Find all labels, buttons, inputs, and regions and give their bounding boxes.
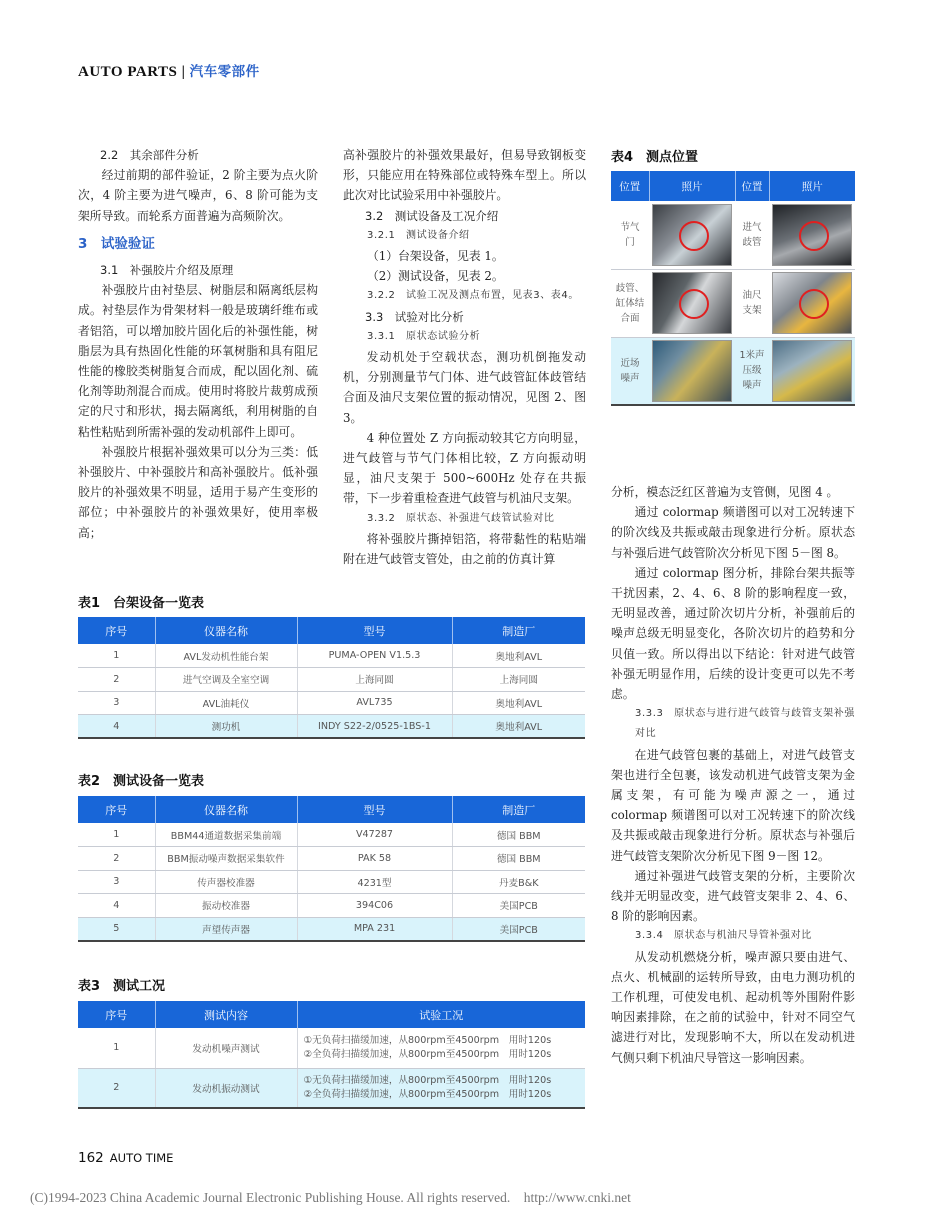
table-cell: AVL735 xyxy=(297,691,452,715)
text-column-1 xyxy=(78,145,318,543)
section-3-3-2-heading: 3.3.2 原状态、补强进气歧管试验对比 xyxy=(367,512,555,524)
table-cell: 奥地利AVL xyxy=(452,691,585,715)
table-cell: 2 xyxy=(78,1068,155,1108)
table-row xyxy=(78,1028,585,1068)
table-cell: MPA 231 xyxy=(297,917,452,941)
location-label-line: 近场 xyxy=(620,357,640,369)
section-3-2-heading: 3.2 测试设备及工况介绍 xyxy=(365,208,499,223)
table-row xyxy=(78,644,585,668)
table3-test-conditions xyxy=(78,1001,585,1109)
table-cell: 美国PCB xyxy=(452,917,585,941)
location-label-line: 1米声 xyxy=(739,350,765,362)
intake-manifold-photo xyxy=(772,204,852,266)
table-row xyxy=(78,847,585,871)
table1-caption: 表1 台架设备一览表 xyxy=(78,596,205,611)
location-cell xyxy=(735,201,769,269)
page-footer xyxy=(78,1150,173,1166)
paragraph: 通过 colormap 图分析，排除台架共振等干扰因素，2、4、6、8 阶的影响程度一致，无明显改善，通过阶次切片分析，补强前后的噪声总级无明显变化，各阶次切片的趋势和分贝值一致。所以得出以下结论：针对进气歧管补强无明显作用，后续的设计变更可以先不考虑。 xyxy=(611,565,855,702)
table-cell: 上海同圆 xyxy=(452,668,585,692)
section-3-heading: 3 试验验证 xyxy=(78,235,155,252)
header-separator: | xyxy=(177,64,190,80)
table-header-cell: 试验工况 xyxy=(297,1001,585,1028)
table-cell: AVL油耗仪 xyxy=(155,691,297,715)
condition-cell xyxy=(297,1068,585,1108)
table-row xyxy=(611,269,855,337)
table-cell: 1 xyxy=(78,823,155,847)
table-header-cell: 仪器名称 xyxy=(155,796,297,823)
table-cell: INDY S22-2/0525-1BS-1 xyxy=(297,715,452,739)
table-row xyxy=(78,917,585,941)
location-label-line: 进气 xyxy=(742,221,762,233)
table-row xyxy=(611,337,855,405)
list-item: （1）台架设备，见表 1。 xyxy=(367,249,504,264)
condition-line: ②全负荷扫描缓加速，从800rpm至4500rpm 用时120s xyxy=(303,1048,552,1060)
table-cell: 4 xyxy=(78,894,155,918)
section-3-3-4-heading: 3.3.4 原状态与机油尺导管补强对比 xyxy=(635,930,812,942)
table-cell: 振动校准器 xyxy=(155,894,297,918)
photo-cell xyxy=(769,337,855,405)
table-cell: 3 xyxy=(78,870,155,894)
section-3-2-1-heading: 3.2.1 测试设备介绍 xyxy=(367,229,470,241)
table-cell: 德国 BBM xyxy=(452,823,585,847)
location-cell xyxy=(611,269,649,337)
manifold-joint-photo xyxy=(652,272,732,334)
location-label-line: 支架 xyxy=(742,305,762,316)
table2-caption: 表2 测试设备一览表 xyxy=(78,774,205,789)
paragraph: 分析，模态泛红区普遍为支管侧，见图 4 。 xyxy=(611,485,839,499)
condition-line: ②全负荷扫描缓加速，从800rpm至4500rpm 用时120s xyxy=(303,1088,552,1100)
table4-measurement-points xyxy=(611,171,855,406)
highlight-circle xyxy=(679,289,709,319)
page-number: 162 xyxy=(78,1150,104,1166)
table-cell: 进气空调及全室空调 xyxy=(155,668,297,692)
paragraph: 通过补强进气歧管支架的分析，主要阶次线并无明显改变，进气歧管支架非 2、4、6、8 阶的影响因素。 xyxy=(611,868,855,924)
table-row xyxy=(611,201,855,269)
paragraph: 经过前期的部件验证，2 阶主要为点火阶次，4 阶主要为进气噪声，6、8 阶可能为支架所导致。而轮系方面普遍为高频阶次。 xyxy=(78,168,318,223)
table-cell: 德国 BBM xyxy=(452,847,585,871)
condition-cell xyxy=(297,1028,585,1068)
paragraph: 在进气歧管包裹的基础上，对进气歧管支架也进行全包裹，该发动机进气歧管支架为金属支架，有可能为噪声源之一，通过 colormap 频谱图可以对工况转速下的阶次线及共振或敲击现象进行分析。原状态与补强后进气歧管支架阶次分析见下图 9－图 12。 xyxy=(611,747,855,863)
header-en: AUTO PARTS xyxy=(78,64,178,80)
paragraph: 4 种位置处 Z 方向振动较其它方向明显，进气歧管与节气门体相比较，Z 方向振动明显，油尺支架于 500~600Hz 处存在共振带，下一步着重检查进气歧管与机油尺支架。 xyxy=(343,430,586,506)
paragraph: 补强胶片根据补强效果可以分为三类：低补强胶片、中补强胶片和高补强胶片。低补强胶片的补强效果不明显，适用于易产生变形的部位；中补强胶片的补强效果好，使用率极高； xyxy=(78,444,318,540)
paragraph: 高补强胶片的补强效果最好，但易导致钢板变形，只能应用在特殊部位或特殊车型上。所以此次对比试验采用中补强胶片。 xyxy=(343,148,586,203)
table-header-cell: 型号 xyxy=(297,796,452,823)
table-header-cell: 制造厂 xyxy=(452,796,585,823)
table-cell: 3 xyxy=(78,691,155,715)
table-row xyxy=(78,894,585,918)
table-cell: PUMA-OPEN V1.5.3 xyxy=(297,644,452,668)
table-cell: PAK 58 xyxy=(297,847,452,871)
table-cell: 5 xyxy=(78,917,155,941)
table-row xyxy=(78,870,585,894)
highlight-circle xyxy=(679,221,709,251)
table-row xyxy=(78,1068,585,1108)
table-cell: 1 xyxy=(78,644,155,668)
condition-line: ①无负荷扫描缓加速，从800rpm至4500rpm 用时120s xyxy=(303,1034,552,1046)
photo-cell xyxy=(769,201,855,269)
table-header-cell: 序号 xyxy=(78,617,155,644)
location-label-line: 缸体结 xyxy=(615,297,645,309)
table-header-cell: 仪器名称 xyxy=(155,617,297,644)
footer-journal-name: AUTO TIME xyxy=(109,1151,174,1165)
table-cell: 测功机 xyxy=(155,715,297,739)
highlight-circle xyxy=(799,221,829,251)
near-field-noise-photo xyxy=(652,340,732,402)
table-cell: 2 xyxy=(78,847,155,871)
location-cell xyxy=(611,201,649,269)
table-cell: 1 xyxy=(78,1028,155,1068)
table-header-row xyxy=(611,171,855,201)
table-cell: 发动机振动测试 xyxy=(155,1068,297,1108)
table-row xyxy=(78,668,585,692)
list-item: （2）测试设备，见表 2。 xyxy=(367,269,504,284)
table-cell: 4 xyxy=(78,715,155,739)
table-cell: 传声器校准器 xyxy=(155,870,297,894)
table-cell: 2 xyxy=(78,668,155,692)
table-cell: 美国PCB xyxy=(452,894,585,918)
photo-cell xyxy=(649,201,735,269)
paragraph: 通过 colormap 频谱图可以对工况转速下的阶次线及共振或敲击现象进行分析。原状态与补强后进气歧管阶次分析见下图 5－图 8。 xyxy=(611,505,855,560)
table-header-row xyxy=(78,1001,585,1028)
table-cell: BBM44通道数据采集前端 xyxy=(155,823,297,847)
text-column-3 xyxy=(611,482,855,1068)
table-row xyxy=(78,691,585,715)
table2-test-equipment xyxy=(78,796,585,942)
journal-header xyxy=(78,60,260,81)
table-cell: 394C06 xyxy=(297,894,452,918)
paragraph: 补强胶片由衬垫层、树脂层和隔离纸层构成。衬垫层作为骨架材料一般是玻璃纤维布或者铝箔，可以增加胶片固化后的补强性能，树脂层为具有热固化性能的环氧树脂和具有阻尼性能的橡胶类树脂复合而成，配以固化剂、硫化剂等助剂混合而成。使用时将胶片裁剪成预定的尺寸和形状，揭去隔离纸，利用树脂的自粘性粘贴到所需补强的发动机部件上即可。 xyxy=(78,283,318,439)
table-header-cell: 序号 xyxy=(78,796,155,823)
location-label-line: 门 xyxy=(625,236,635,248)
text-column-2 xyxy=(343,145,586,569)
table-row xyxy=(78,823,585,847)
dipstick-bracket-photo xyxy=(772,272,852,334)
table-cell: 奥地利AVL xyxy=(452,644,585,668)
table-header-cell: 型号 xyxy=(297,617,452,644)
section-3-2-2-heading: 3.2.2 试验工况及测点布置，见表3、表4。 xyxy=(367,290,579,302)
paragraph: 发动机处于空载状态，测功机倒拖发动机，分别测量节气门体、进气歧管缸体歧管结合面及油尺支架位置的振动情况，见图 2、图 3。 xyxy=(343,350,586,425)
section-3-1-heading: 3.1 补强胶片介绍及原理 xyxy=(100,263,234,278)
location-label-line: 油尺 xyxy=(742,290,762,301)
table-header-cell: 位置 xyxy=(735,171,769,201)
section-3-3-heading: 3.3 试验对比分析 xyxy=(365,309,464,324)
table-header-row xyxy=(78,796,585,823)
throttle-photo xyxy=(652,204,732,266)
copyright-line: (C)1994-2023 China Academic Journal Electronic Publishing House. All rights reserved. http://www.cnki.net xyxy=(30,1190,631,1205)
table-cell: AVL发动机性能台架 xyxy=(155,644,297,668)
table-cell: 上海同圆 xyxy=(297,668,452,692)
section-3-3-3-heading: 3.3.3 原状态与进行进气歧管与歧管支架补强对比 xyxy=(635,708,855,740)
table4-caption: 表4 测点位置 xyxy=(611,150,699,165)
one-meter-noise-photo xyxy=(772,340,852,402)
location-label-line: 压级 xyxy=(742,365,762,377)
table-cell: 丹麦B&K xyxy=(452,870,585,894)
table-row xyxy=(78,715,585,739)
table-cell: V47287 xyxy=(297,823,452,847)
table-cell: 发动机噪声测试 xyxy=(155,1028,297,1068)
location-label-line: 噪声 xyxy=(742,380,762,392)
location-label-line: 歧管、 xyxy=(615,282,645,294)
table-header-cell: 测试内容 xyxy=(155,1001,297,1028)
table-header-cell: 位置 xyxy=(611,171,649,201)
location-label-line: 合面 xyxy=(620,312,640,324)
table-cell: BBM振动噪声数据采集软件 xyxy=(155,847,297,871)
section-2-2-heading: 2.2 其余部件分析 xyxy=(100,148,199,162)
table-header-cell: 序号 xyxy=(78,1001,155,1028)
table-cell: 4231型 xyxy=(297,870,452,894)
table-header-cell: 制造厂 xyxy=(452,617,585,644)
location-label-line: 噪声 xyxy=(620,372,640,384)
table-cell: 奥地利AVL xyxy=(452,715,585,739)
section-3-3-1-heading: 3.3.1 原状态试验分析 xyxy=(367,330,481,342)
location-cell xyxy=(735,269,769,337)
table-header-row xyxy=(78,617,585,644)
photo-cell xyxy=(649,269,735,337)
photo-cell xyxy=(649,337,735,405)
table1-bench-equipment xyxy=(78,617,585,739)
header-cn: 汽车零部件 xyxy=(189,64,260,80)
highlight-circle xyxy=(799,289,829,319)
paragraph: 将补强胶片撕掉铝箔，将带黏性的粘贴端附在进气歧管支管处，由之前的仿真计算 xyxy=(343,531,586,567)
table-cell: 声望传声器 xyxy=(155,917,297,941)
location-label-line: 节气 xyxy=(620,221,640,233)
table-header-cell: 照片 xyxy=(649,171,735,201)
location-cell xyxy=(735,337,769,405)
table3-caption: 表3 测试工况 xyxy=(78,979,166,994)
table-header-cell: 照片 xyxy=(769,171,855,201)
paragraph: 从发动机燃烧分析，噪声源只要由进气、点火、机械副的运转所导致，由电力测功机的工作机理，可使发电机、起动机等外围附件影响因素排除，在之前的试验中，针对不同空气滤进行对比，发现影响不大，所以在发动机进气侧只剩下机油尺导管这一影响因素。 xyxy=(611,949,855,1065)
location-cell xyxy=(611,337,649,405)
condition-line: ①无负荷扫描缓加速，从800rpm至4500rpm 用时120s xyxy=(303,1074,552,1086)
location-label-line: 歧管 xyxy=(742,236,762,248)
photo-cell xyxy=(769,269,855,337)
